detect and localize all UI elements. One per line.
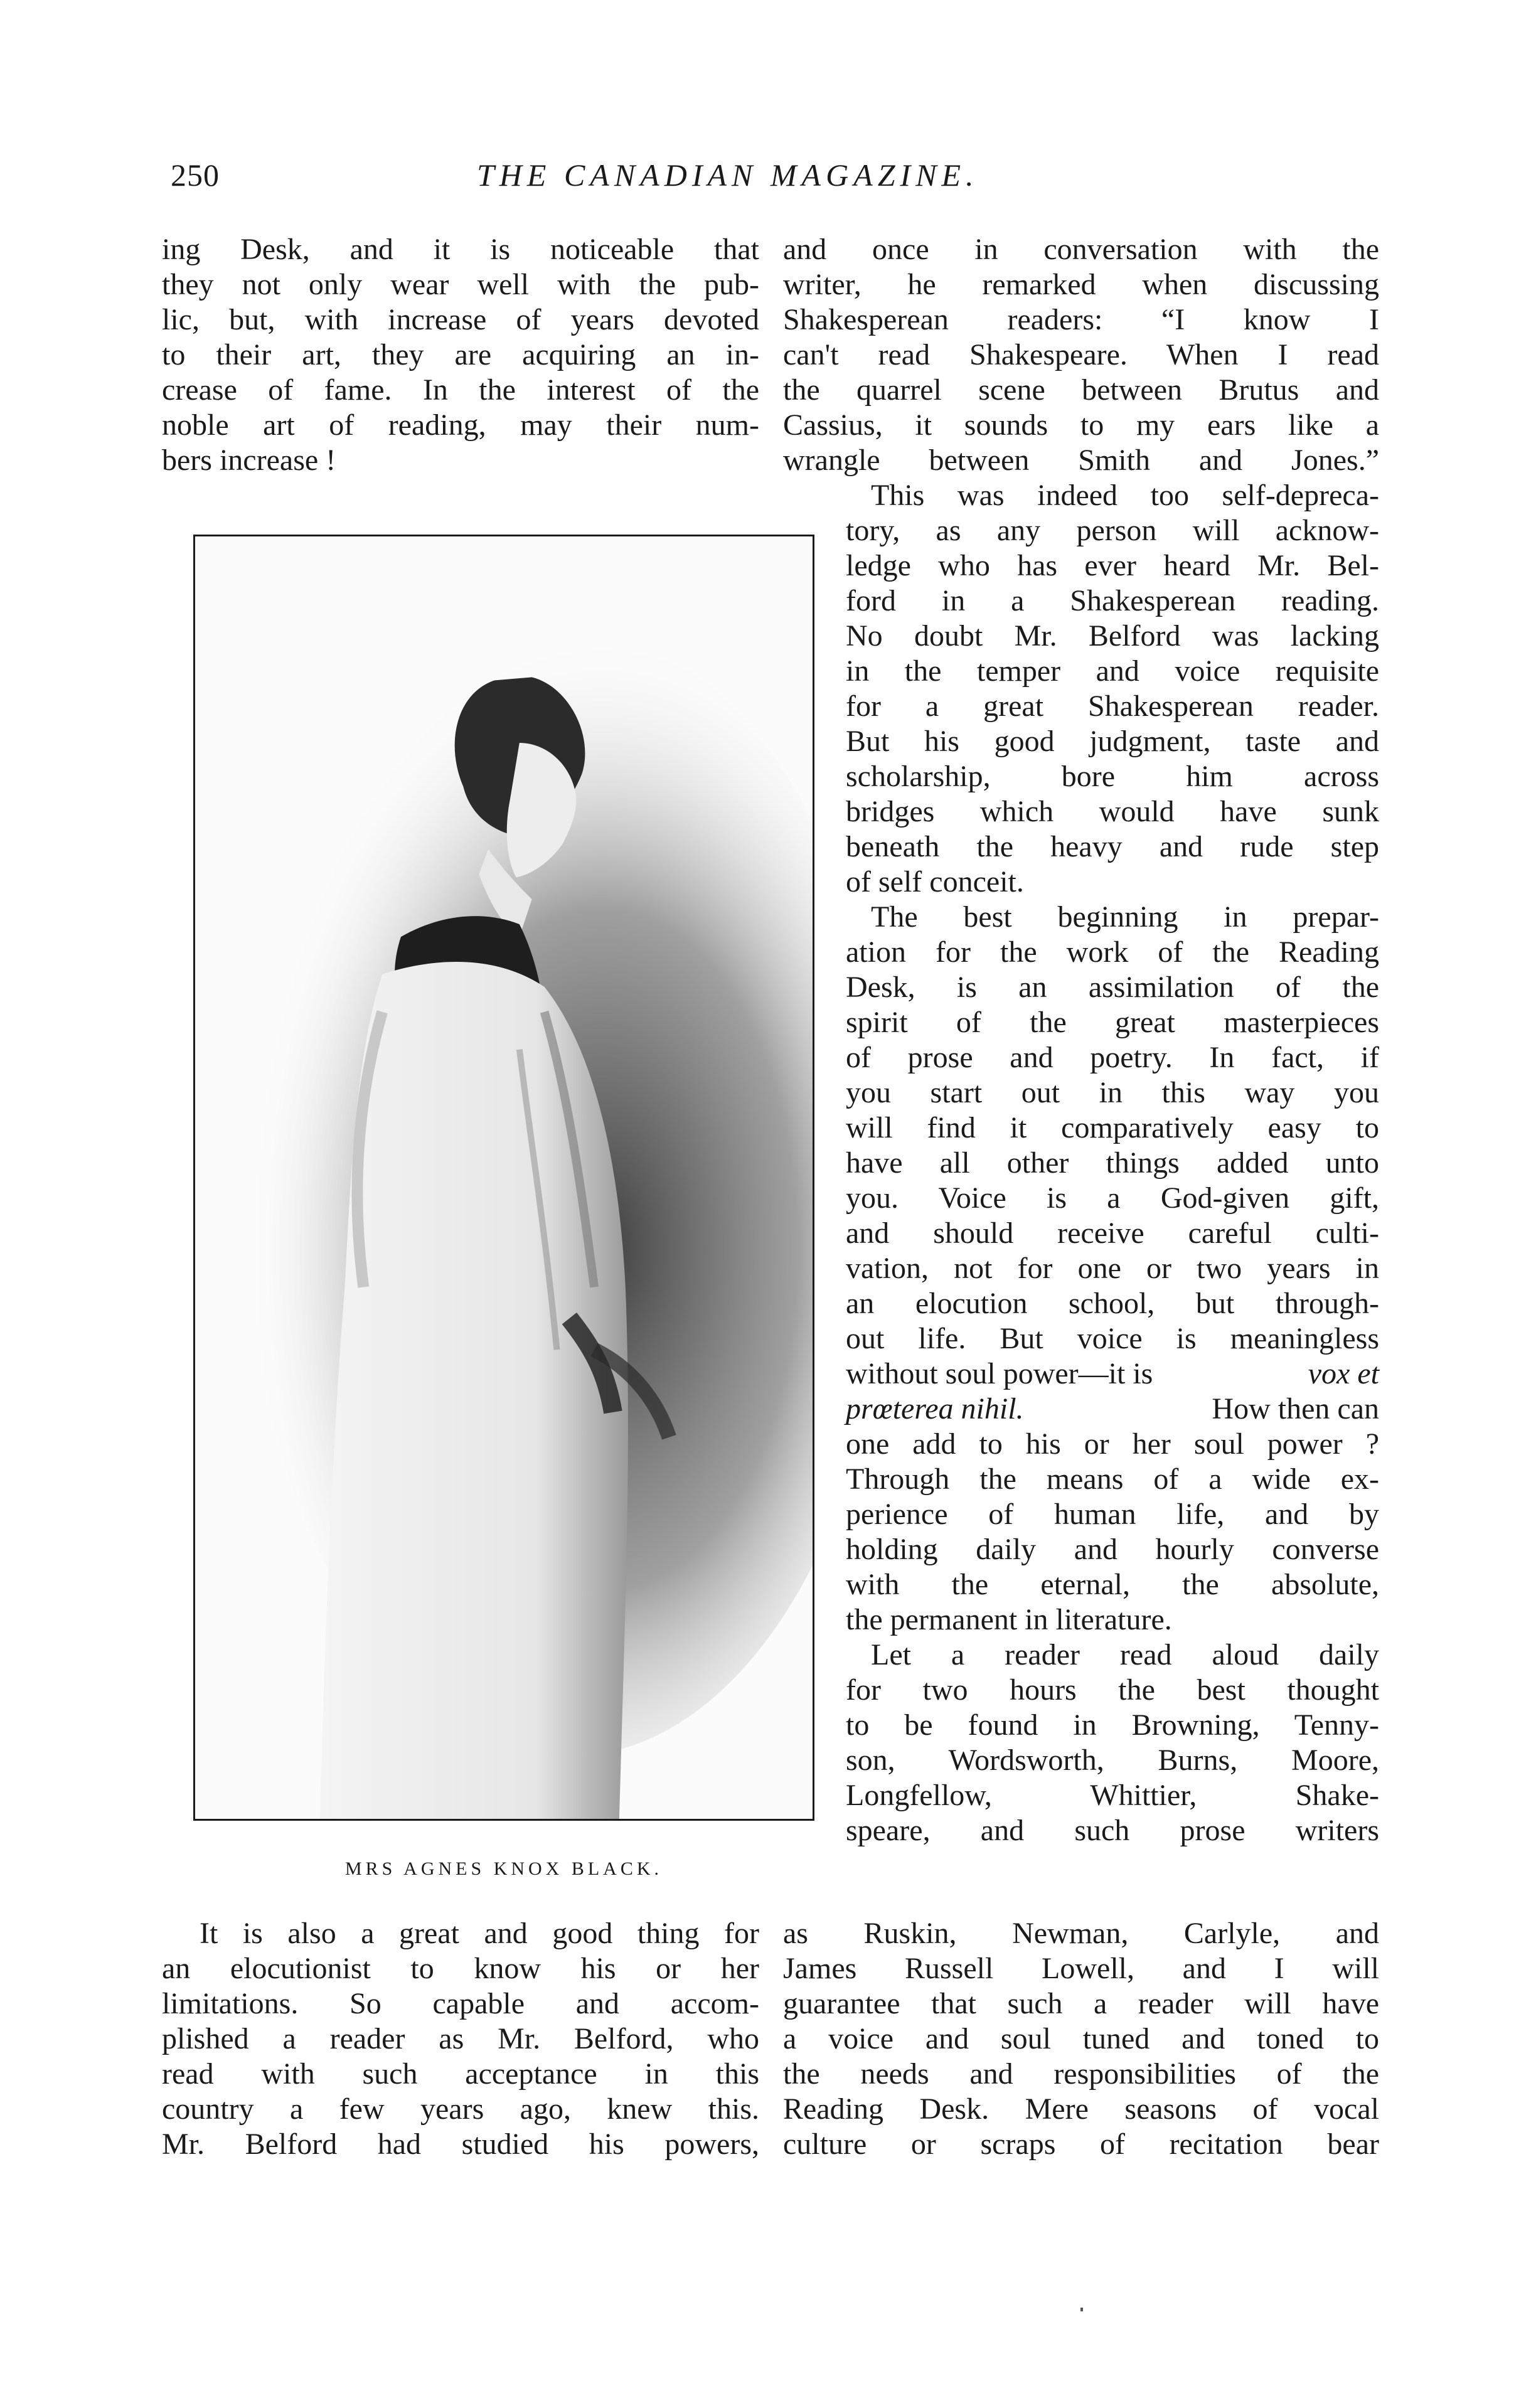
text-line: out life. But voice is meaningless (846, 1322, 1379, 1355)
text-line: limitations. So capable and accom- (162, 1987, 759, 2020)
text-line: Cassius, it sounds to my ears like a (783, 408, 1379, 442)
text-line: noble art of reading, may their num- (162, 408, 759, 442)
text-line: But his good judgment, taste and (846, 725, 1379, 758)
running-title: THE CANADIAN MAGAZINE. (477, 157, 979, 193)
text-line: the permanent in literature. (846, 1603, 1172, 1636)
text-line: spirit of the great masterpieces (846, 1006, 1379, 1039)
italic-phrase: vox et (1308, 1357, 1379, 1390)
text-line: you. Voice is a God-given gift, (846, 1181, 1379, 1215)
text-line: can't read Shakespeare. When I read (783, 338, 1379, 371)
text-line: will find it comparatively easy to (846, 1111, 1379, 1144)
text-line: guarantee that such a reader will have (783, 1987, 1379, 2020)
text-line: ford in a Shakesperean reading. (846, 584, 1379, 617)
text-line: lic, but, with increase of years devoted (162, 303, 759, 336)
text-line: in the temper and voice requisite (846, 654, 1379, 688)
text-line: Longfellow, Whittier, Shake- (846, 1779, 1379, 1812)
text-line: bridges which would have sunk (846, 795, 1379, 828)
text-line: of prose and poetry. In fact, if (846, 1041, 1379, 1074)
figure-caption: MRS AGNES KNOX BLACK. (344, 1858, 663, 1879)
text-line: crease of fame. In the interest of the (162, 373, 759, 407)
text-line (846, 1392, 1379, 1427)
text-line: Shakesperean readers: “I know I (783, 303, 1379, 336)
text-line: Through the means of a wide ex- (846, 1462, 1379, 1496)
text-line: vation, not for one or two years in (846, 1252, 1379, 1285)
text-line: and once in conversation with the (783, 233, 1379, 266)
text-line: as Ruskin, Newman, Carlyle, and (783, 1917, 1379, 1950)
text-line: have all other things added unto (846, 1146, 1379, 1180)
text-line: No doubt Mr. Belford was lacking (846, 619, 1379, 653)
text-line: ledge who has ever heard Mr. Bel- (846, 549, 1379, 582)
text-line: read with such acceptance in this (162, 2057, 759, 2091)
text-line: to their art, they are acquiring an in- (162, 338, 759, 371)
text-line: for two hours the best thought (846, 1673, 1379, 1707)
text-line: with the eternal, the absolute, (846, 1568, 1379, 1601)
text-line: James Russell Lowell, and I will (783, 1952, 1379, 1985)
text-line: they not only wear well with the pub- (162, 268, 759, 301)
text-run: How then can (1197, 1392, 1379, 1425)
text-line: you start out in this way you (846, 1076, 1379, 1109)
text-line: of self conceit. (846, 865, 1024, 898)
text-line: culture or scraps of recitation bear (783, 2128, 1379, 2161)
text-line: This was indeed too self-depreca- (871, 479, 1379, 512)
text-line: holding daily and hourly converse (846, 1533, 1379, 1566)
italic-phrase: prœterea nihil. (846, 1392, 1024, 1425)
text-line: ing Desk, and it is noticeable that (162, 233, 759, 266)
text-line: plished a reader as Mr. Belford, who (162, 2022, 759, 2055)
text-line: scholarship, bore him across (846, 760, 1379, 793)
text-line: writer, he remarked when discussing (783, 268, 1379, 301)
text-line: for a great Shakesperean reader. (846, 690, 1379, 723)
text-line: son, Wordsworth, Burns, Moore, (846, 1744, 1379, 1777)
text-line: wrangle between Smith and Jones.” (783, 444, 1379, 477)
text-line (846, 1356, 1379, 1392)
text-run: without soul power—it is (846, 1357, 1161, 1390)
text-line: beneath the heavy and rude step (846, 830, 1379, 863)
text-line: It is also a great and good thing for (200, 1917, 759, 1950)
text-line: the quarrel scene between Brutus and (783, 373, 1379, 407)
text-line: perience of human life, and by (846, 1498, 1379, 1531)
text-line: the needs and responsibilities of the (783, 2057, 1379, 2091)
page-number: 250 (171, 157, 220, 193)
text-line: an elocution school, but through- (846, 1287, 1379, 1320)
text-line: an elocutionist to know his or her (162, 1952, 759, 1985)
text-line: speare, and such prose writers (846, 1814, 1379, 1847)
portrait-photo (193, 535, 814, 1821)
text-line: country a few years ago, knew this. (162, 2092, 759, 2126)
text-line: and should receive careful culti- (846, 1217, 1379, 1250)
text-line: The best beginning in prepar- (871, 900, 1379, 934)
text-line: a voice and soul tuned and toned to (783, 2022, 1379, 2055)
print-speck (1080, 2308, 1083, 2311)
portrait-illustration (195, 536, 813, 1819)
text-line: one add to his or her soul power ? (846, 1427, 1379, 1461)
text-line: ation for the work of the Reading (846, 935, 1379, 969)
text-line: bers increase ! (162, 444, 336, 477)
text-line: tory, as any person will acknow- (846, 514, 1379, 547)
text-line: Reading Desk. Mere seasons of vocal (783, 2092, 1379, 2126)
text-line: Mr. Belford had studied his powers, (162, 2128, 759, 2161)
text-line: Desk, is an assimilation of the (846, 971, 1379, 1004)
text-line: Let a reader read aloud daily (871, 1638, 1379, 1671)
text-line: to be found in Browning, Tenny- (846, 1708, 1379, 1742)
